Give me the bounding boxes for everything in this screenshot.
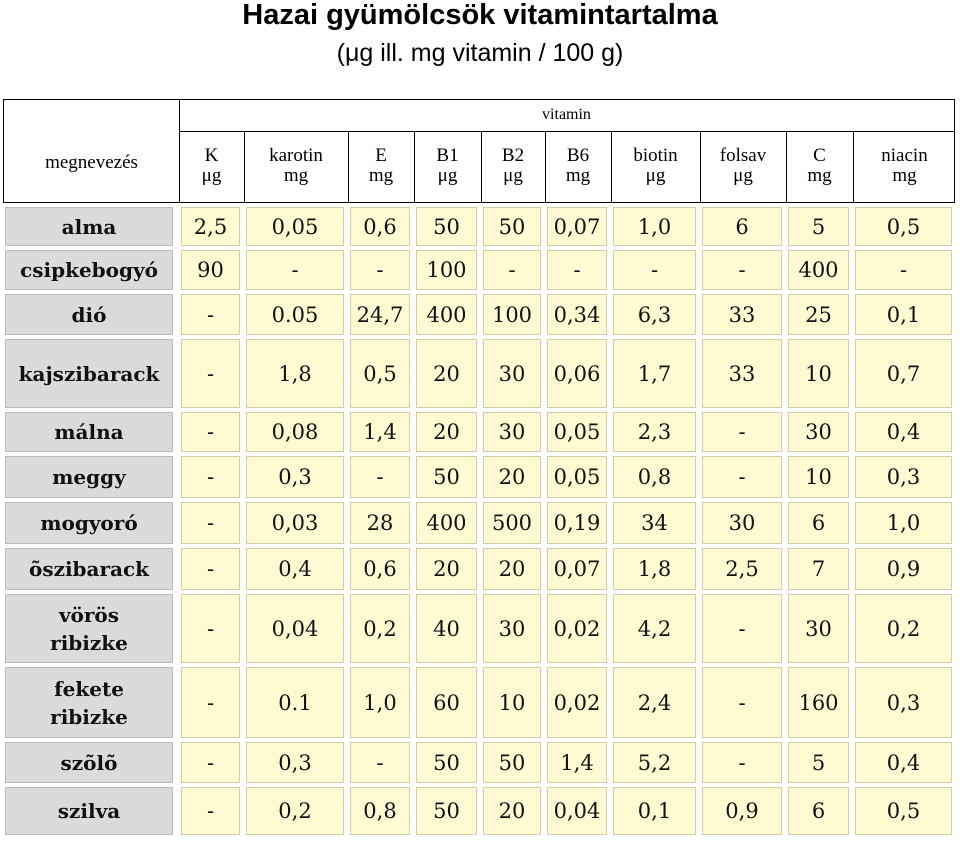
value-cell: - [181,548,240,590]
value-cell: 10 [788,339,849,408]
value-cell: 0,06 [547,339,607,408]
value-cell: 100 [416,250,477,290]
column-header-karotin [244,146,348,186]
value-cell: 50 [416,742,477,783]
value-cell: 20 [483,456,541,498]
value-cell: 0,8 [613,456,696,498]
value-cell: 6 [788,787,849,835]
value-cell: 25 [788,294,849,335]
value-cell: 0,6 [350,207,410,246]
value-cell: 0,04 [547,787,607,835]
value-cell: 50 [416,456,477,498]
column-header-c [786,146,853,186]
value-cell: 0,3 [246,742,344,783]
column-header-b6 [545,146,611,186]
value-cell: 6,3 [613,294,696,335]
value-cell: 50 [416,787,477,835]
value-cell: - [702,594,782,663]
value-cell: 0,7 [855,339,952,408]
value-cell: 40 [416,594,477,663]
value-cell: - [702,667,782,738]
value-cell: - [181,294,240,335]
value-cell: 0.1 [246,667,344,738]
value-cell: - [181,456,240,498]
value-cell: 0,9 [855,548,952,590]
value-cell: 0,05 [547,412,607,452]
value-cell: 0,02 [547,594,607,663]
value-cell: - [702,412,782,452]
table-row [3,205,955,248]
column-header-name: B6 [566,145,590,166]
value-cell: 0,08 [246,412,344,452]
table-row [3,592,955,665]
column-header-name: K [204,145,219,166]
table-row [3,454,955,500]
value-cell: 10 [788,456,849,498]
value-cell: 5,2 [613,742,696,783]
value-cell: 6 [788,502,849,544]
column-header-unit: μg [201,165,222,186]
value-cell: 28 [350,502,410,544]
value-cell: 30 [483,594,541,663]
value-cell: 0,05 [246,207,344,246]
value-cell: 5 [788,207,849,246]
value-cell: 1,8 [246,339,344,408]
value-cell: 30 [788,412,849,452]
value-cell: 0,3 [855,667,952,738]
value-cell: 20 [483,548,541,590]
fruit-name-cell: málna [5,412,173,452]
value-cell: 5 [788,742,849,783]
value-cell: 400 [416,294,477,335]
value-cell: - [702,250,782,290]
value-cell: 20 [416,339,477,408]
value-cell: - [350,456,410,498]
column-header-unit: mg [283,165,309,186]
value-cell: 0,05 [547,456,607,498]
value-cell: 500 [483,502,541,544]
value-cell: 60 [416,667,477,738]
value-cell: 0,02 [547,667,607,738]
table-row [3,785,955,837]
value-cell: 400 [416,502,477,544]
value-cell: 1,7 [613,339,696,408]
fruit-name-cell: õszibarack [5,548,173,590]
vitamin-group-label: vitamin [542,106,591,123]
value-cell: 50 [416,207,477,246]
value-cell: 2,5 [181,207,240,246]
value-cell: 10 [483,667,541,738]
value-cell: 160 [788,667,849,738]
value-cell: 30 [788,594,849,663]
value-cell: 2,3 [613,412,696,452]
value-cell: 0,3 [855,456,952,498]
fruit-name-cell: alma [5,207,173,246]
value-cell: 2,5 [702,548,782,590]
column-header-name: E [375,145,387,166]
name-column-header: megnevezés [45,152,138,173]
table-row [3,740,955,785]
value-cell: 0,03 [246,502,344,544]
value-cell: - [855,250,952,290]
column-header-unit: μg [733,165,753,186]
value-cell: 1,0 [350,667,410,738]
value-cell: 1,4 [350,412,410,452]
column-header-name: B1 [436,145,459,166]
column-header-name: biotin [633,145,678,166]
fruit-name-cell: kajszibarack [5,339,173,408]
value-cell: 0,5 [855,787,952,835]
column-header-unit: μg [645,165,666,186]
column-header-unit: mg [368,165,394,186]
value-cell: 100 [483,294,541,335]
value-cell: 20 [416,412,477,452]
value-cell: 0,34 [547,294,607,335]
value-cell: 0.05 [246,294,344,335]
value-cell: 7 [788,548,849,590]
page-title: Hazai gyümölcsök vitamintartalma [242,0,718,31]
value-cell: - [350,250,410,290]
column-header-unit: μg [503,165,523,186]
value-cell: 1,0 [613,207,696,246]
fruit-name-cell: meggy [5,456,173,498]
value-cell: 30 [483,339,541,408]
column-header-b1 [414,146,481,186]
value-cell: 20 [483,787,541,835]
value-cell: 50 [483,207,541,246]
value-cell: 0,07 [547,207,607,246]
value-cell: - [547,250,607,290]
value-cell: 0,07 [547,548,607,590]
value-cell: 0,9 [702,787,782,835]
value-cell: 30 [702,502,782,544]
value-cell: 0,5 [855,207,952,246]
value-cell: 0,8 [350,787,410,835]
value-cell: 0,2 [855,594,952,663]
column-header-e [348,146,414,186]
value-cell: 30 [483,412,541,452]
value-cell: 33 [702,339,782,408]
table-row [3,546,955,592]
table-row [3,500,955,546]
value-cell: - [483,250,541,290]
column-header-biotin [611,146,700,186]
column-header-name: folsav [719,145,767,166]
value-cell: 0,2 [350,594,410,663]
table-row [3,292,955,337]
table-row [3,337,955,410]
value-cell: - [702,742,782,783]
value-cell: - [181,787,240,835]
value-cell: 0,4 [246,548,344,590]
column-header-name: B2 [501,145,525,166]
table-row [3,410,955,454]
table-row [3,665,955,740]
value-cell: - [702,456,782,498]
table-header [3,99,955,203]
value-cell: 400 [788,250,849,290]
value-cell: - [350,742,410,783]
value-cell: - [246,250,344,290]
value-cell: 33 [702,294,782,335]
fruit-name-cell: vörös ribizke [5,594,173,663]
column-header-unit: μg [437,165,458,186]
fruit-name-cell: szilva [5,787,173,835]
column-header-k [179,146,244,186]
value-cell: 1,4 [547,742,607,783]
value-cell: 50 [483,742,541,783]
value-cell: 0,19 [547,502,607,544]
value-cell: 1,0 [855,502,952,544]
table-row [3,248,955,292]
value-cell: 0,1 [855,294,952,335]
value-cell: 0,4 [855,742,952,783]
value-cell: - [181,339,240,408]
fruit-name-cell: dió [5,294,173,335]
value-cell: 1,8 [613,548,696,590]
column-header-name: karotin [269,145,323,166]
value-cell: - [613,250,696,290]
value-cell: 0,6 [350,548,410,590]
fruit-name-cell: mogyoró [5,502,173,544]
value-cell: - [181,594,240,663]
value-cell: 0,4 [855,412,952,452]
value-cell: 4,2 [613,594,696,663]
column-header-unit: mg [565,165,591,186]
value-cell: - [181,412,240,452]
column-header-b2 [481,146,545,186]
vitamin-table-body [3,205,955,837]
value-cell: 0,5 [350,339,410,408]
value-cell: 34 [613,502,696,544]
column-header-name: niacin [881,145,928,166]
column-header-niacin [853,146,956,186]
value-cell: 0,04 [246,594,344,663]
fruit-name-cell: csipkebogyó [5,250,173,290]
value-cell: 0,1 [613,787,696,835]
column-header-unit: mg [807,165,832,186]
fruit-name-cell: szõlõ [5,742,173,783]
value-cell: 20 [416,548,477,590]
value-cell: 2,4 [613,667,696,738]
value-cell: - [181,667,240,738]
value-cell: 90 [181,250,240,290]
page-subtitle: (μg ill. mg vitamin / 100 g) [336,39,624,67]
value-cell: - [181,742,240,783]
column-header-name: C [813,145,826,166]
header-divider [179,131,954,132]
column-header-folsav [700,146,786,186]
value-cell: 0,3 [246,456,344,498]
column-header-unit: mg [892,165,917,186]
value-cell: 0,2 [246,787,344,835]
value-cell: 6 [702,207,782,246]
fruit-name-cell: fekete ribizke [5,667,173,738]
value-cell: 24,7 [350,294,410,335]
value-cell: - [181,502,240,544]
